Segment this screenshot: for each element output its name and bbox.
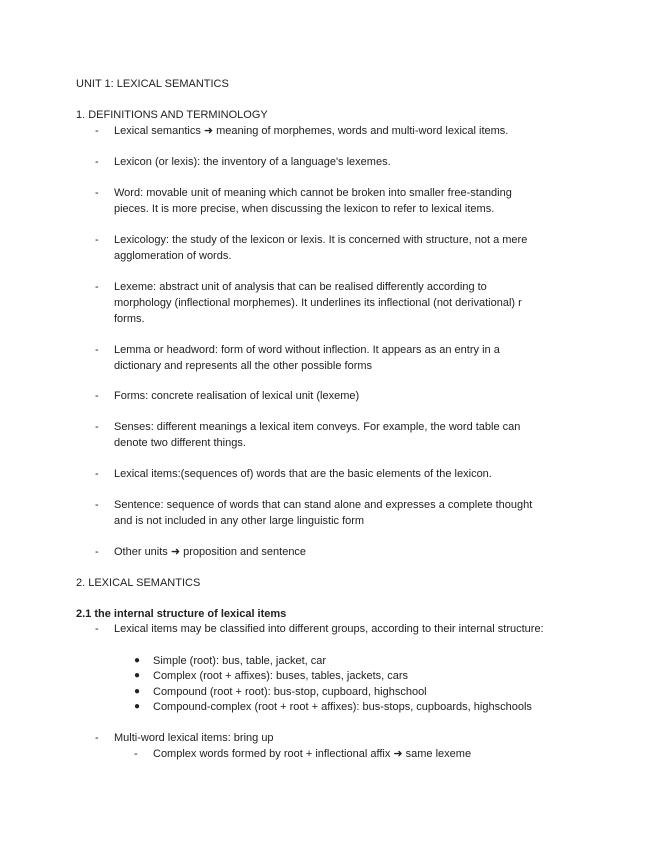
definition-line: Lemma or headword: form of word without inflection. It appears as an entry in a (114, 344, 500, 356)
section-2-heading: 2. LEXICAL SEMANTICS (76, 577, 201, 589)
definition-line: Lexeme: abstract unit of analysis that can be realised differently according to (114, 281, 487, 293)
definition-line: forms. (114, 313, 145, 325)
definition-line: dictionary and represents all the other possible forms (114, 360, 373, 372)
sub-item-line: Complex words formed by root + inflectional affix ➜ same lexeme (153, 748, 472, 760)
definition-line: Lexical semantics ➜ meaning of morphemes, words and multi-word lexical items. (114, 125, 509, 137)
sub-bullet-marker: - (134, 748, 138, 760)
bullet-marker: - (95, 156, 99, 168)
bullet-marker: - (95, 421, 99, 433)
definition-line: pieces. It is more precise, when discussing the lexicon to refer to lexical items. (114, 203, 495, 215)
bullet-marker: - (95, 499, 99, 511)
definition-line: Lexical items:(sequences of) words that are the basic elements of the lexicon. (114, 468, 492, 480)
definition-line: agglomeration of words. (114, 250, 232, 262)
bullet-marker: - (95, 187, 99, 199)
subsection-heading: 2.1 the internal structure of lexical items (76, 608, 287, 620)
bullet-marker: - (95, 344, 99, 356)
definition-line: and is not included in any other large linguistic form (114, 515, 365, 527)
definition-line: morphology (inflectional morphemes). It underlines its inflectional (not derivational) r (114, 297, 522, 309)
bullet-marker: - (95, 623, 99, 635)
structure-item: Simple (root): bus, table, jacket, car (153, 655, 327, 667)
bullet-marker: - (95, 732, 99, 744)
bullet-marker: - (95, 390, 99, 402)
definition-line: Lexicology: the study of the lexicon or lexis. It is concerned with structure, not a mere (114, 234, 528, 246)
bullet-marker: - (95, 281, 99, 293)
section-1-heading: 1. DEFINITIONS AND TERMINOLOGY (76, 109, 268, 121)
unit-title: UNIT 1: LEXICAL SEMANTICS (76, 78, 229, 90)
intro-line: Lexical items may be classified into different groups, according to their internal structure: (114, 623, 544, 635)
definition-line: Other units ➜ proposition and sentence (114, 546, 307, 558)
bullet-marker: - (95, 234, 99, 246)
definition-line: Sentence: sequence of words that can stand alone and expresses a complete thought (114, 499, 533, 511)
dot-bullet: ● (134, 655, 141, 666)
structure-item: Complex (root + affixes): buses, tables, jackets, cars (153, 670, 409, 682)
definition-line: Lexicon (or lexis): the inventory of a language's lexemes. (114, 156, 391, 168)
definition-line: Senses: different meanings a lexical item conveys. For example, the word table can (114, 421, 521, 433)
definition-line: Word: movable unit of meaning which cannot be broken into smaller free-standing (114, 187, 512, 199)
multiword-line: Multi-word lexical items: bring up (114, 732, 274, 744)
structure-item: Compound (root + root): bus-stop, cupboard, highschool (153, 686, 427, 698)
dot-bullet: ● (134, 670, 141, 681)
definition-line: Forms: concrete realisation of lexical unit (lexeme) (114, 390, 360, 402)
dot-bullet: ● (134, 686, 141, 697)
definition-line: denote two different things. (114, 437, 246, 449)
bullet-marker: - (95, 468, 99, 480)
structure-item: Compound-complex (root + root + affixes): bus-stops, cupboards, highschools (153, 701, 532, 713)
bullet-marker: - (95, 125, 99, 137)
bullet-marker: - (95, 546, 99, 558)
dot-bullet: ● (134, 701, 141, 712)
